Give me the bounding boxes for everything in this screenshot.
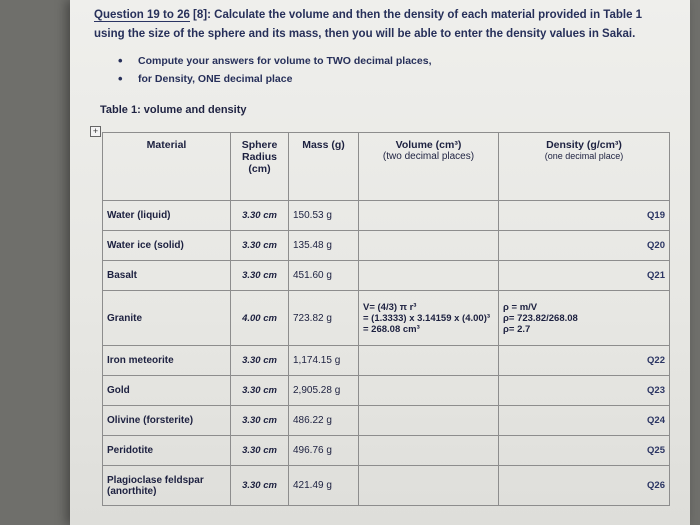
header-volume-label: Volume (cm³): [395, 139, 462, 151]
cell-material: Iron meteorite: [103, 346, 231, 376]
cell-volume[interactable]: [359, 466, 499, 506]
header-material: Material: [103, 133, 231, 201]
cell-mass: 486.22 g: [289, 406, 359, 436]
volume-formula-line: = 268.08 cm³: [363, 323, 420, 335]
cell-material: Water ice (solid): [103, 231, 231, 261]
instruction-list: [118, 52, 431, 88]
cell-density-worked: [499, 291, 670, 346]
cell-mass: 421.49 g: [289, 466, 359, 506]
table-row: [103, 346, 670, 376]
cell-material: Water (liquid): [103, 201, 231, 231]
question-tag: Q23: [647, 385, 665, 396]
question-tag: Q19: [647, 210, 665, 221]
cell-volume[interactable]: [359, 261, 499, 291]
density-formula-line: ρ= 2.7: [503, 323, 531, 335]
table-row: [103, 466, 670, 506]
density-formula-line: ρ = m/V: [503, 301, 538, 313]
table-row: [103, 261, 670, 291]
volume-formula-line: = (1.3333) x 3.14159 x (4.00)³: [363, 312, 491, 324]
cell-material: Peridotite: [103, 436, 231, 466]
instruction-item: • for Density, ONE decimal place: [118, 70, 431, 88]
cell-radius: 3.30 cm: [231, 466, 289, 506]
cell-radius: 3.30 cm: [231, 376, 289, 406]
table-row-example: [103, 291, 670, 346]
cell-volume[interactable]: [359, 436, 499, 466]
density-table: [102, 132, 670, 506]
cell-mass: 496.76 g: [289, 436, 359, 466]
cell-radius: 3.30 cm: [231, 231, 289, 261]
cell-material: Granite: [103, 291, 231, 346]
header-mass: Mass (g): [289, 133, 359, 201]
document-page: [70, 0, 690, 525]
question-label: Question 19 to 26: [94, 9, 190, 21]
header-density-sub: (one decimal place): [544, 151, 624, 161]
table-header-row: [103, 133, 670, 201]
cell-mass: 1,174.15 g: [289, 346, 359, 376]
question-tag: Q21: [647, 270, 665, 281]
cell-volume-worked: [359, 291, 499, 346]
cell-material: Basalt: [103, 261, 231, 291]
cell-radius: 3.30 cm: [231, 406, 289, 436]
cell-mass: 723.82 g: [289, 291, 359, 346]
cell-volume[interactable]: [359, 406, 499, 436]
question-text: [8]: Calculate the volume and then the density of each material provided in Table 1 using the size of the sphere and its mass, then you will be able to enter the density values in Sakai.: [94, 9, 643, 40]
table-row: [103, 406, 670, 436]
header-density: [499, 133, 670, 201]
table-row: [103, 436, 670, 466]
cell-density[interactable]: [499, 201, 670, 231]
cell-material: Gold: [103, 376, 231, 406]
table-move-handle-icon[interactable]: +: [90, 126, 101, 137]
cell-density[interactable]: [499, 376, 670, 406]
cell-radius: 4.00 cm: [231, 291, 289, 346]
cell-material: Olivine (forsterite): [103, 406, 231, 436]
cell-radius: 3.30 cm: [231, 201, 289, 231]
cell-mass: 150.53 g: [289, 201, 359, 231]
header-volume-sub: (two decimal places): [382, 151, 475, 162]
cell-density[interactable]: [499, 346, 670, 376]
volume-formula-line: V= (4/3) π r³: [363, 301, 417, 313]
cell-mass: 135.48 g: [289, 231, 359, 261]
cell-volume[interactable]: [359, 376, 499, 406]
header-radius: Sphere Radius (cm): [231, 133, 289, 201]
cell-density[interactable]: [499, 261, 670, 291]
table-row: [103, 376, 670, 406]
table-row: [103, 231, 670, 261]
cell-density[interactable]: [499, 231, 670, 261]
cell-mass: 451.60 g: [289, 261, 359, 291]
table-caption: Table 1: volume and density: [100, 104, 247, 116]
cell-radius: 3.30 cm: [231, 346, 289, 376]
question-tag: Q20: [647, 240, 665, 251]
header-volume: [359, 133, 499, 201]
question-tag: Q26: [647, 480, 665, 491]
cell-mass: 2,905.28 g: [289, 376, 359, 406]
density-formula-line: ρ= 723.82/268.08: [503, 312, 578, 324]
cell-volume[interactable]: [359, 231, 499, 261]
cell-volume[interactable]: [359, 201, 499, 231]
table-row: [103, 201, 670, 231]
question-tag: Q24: [647, 415, 665, 426]
instruction-item: • Compute your answers for volume to TWO decimal places,: [118, 52, 431, 70]
cell-density[interactable]: [499, 436, 670, 466]
question-tag: Q25: [647, 445, 665, 456]
cell-radius: 3.30 cm: [231, 261, 289, 291]
cell-volume[interactable]: [359, 346, 499, 376]
question-heading: [94, 6, 674, 44]
header-density-label: Density (g/cm³): [546, 139, 622, 151]
cell-density[interactable]: [499, 466, 670, 506]
cell-material: Plagioclase feldspar (anorthite): [103, 466, 231, 506]
cell-density[interactable]: [499, 406, 670, 436]
question-tag: Q22: [647, 355, 665, 366]
cell-radius: 3.30 cm: [231, 436, 289, 466]
